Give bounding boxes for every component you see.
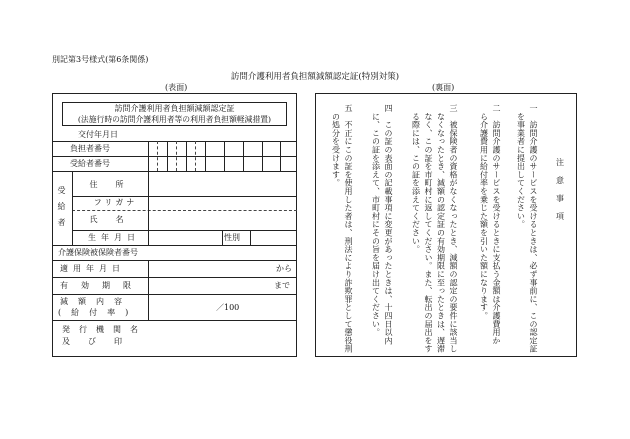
row-divider bbox=[52, 245, 297, 246]
number-cell-divider bbox=[262, 141, 263, 171]
note-item-1: 一 訪問介護のサービスを受けるときは、必ず事前に、この認定証 を事業者に提出してください。 bbox=[516, 104, 538, 353]
recipient-group-divider bbox=[72, 171, 73, 245]
label-column-divider bbox=[148, 260, 149, 320]
applicable-date-label: 適用年月日 bbox=[60, 264, 125, 273]
address-label: 住所 bbox=[89, 180, 142, 189]
row-divider bbox=[52, 320, 297, 321]
front-side-label: (表面) bbox=[165, 83, 188, 92]
recipient-number-label: 受給者番号 bbox=[70, 159, 110, 168]
number-cell-divider bbox=[243, 141, 244, 171]
row-divider bbox=[72, 230, 297, 231]
sex-label: 性別 bbox=[224, 233, 240, 242]
issuer-seal-label: 及び印 bbox=[62, 337, 140, 346]
number-cell-divider bbox=[186, 141, 187, 171]
cert-subtitle: (法施行時の訪問介護利用者等の利用者負担額軽減措置) bbox=[77, 115, 272, 124]
issue-date-label: 交付年月日 bbox=[78, 130, 118, 139]
number-cell-dashed bbox=[176, 141, 177, 171]
recipient-group-label: 受給者 bbox=[57, 186, 66, 234]
sex-divider bbox=[250, 230, 251, 245]
reduction-label: 減額内容 bbox=[60, 297, 132, 306]
row-divider bbox=[52, 294, 297, 295]
number-cell-dashed bbox=[157, 141, 158, 171]
back-side-label: (裏面) bbox=[432, 83, 455, 92]
insured-number-label: 介護保険被保険者番号 bbox=[58, 248, 138, 257]
number-cell-divider bbox=[224, 141, 225, 171]
row-divider bbox=[52, 156, 297, 157]
number-cell-divider bbox=[167, 141, 168, 171]
valid-until-suffix: まで bbox=[274, 281, 290, 290]
note-item-5: 五 不正にこの証を使用した者は、刑法により詐欺罪として懲役刑 の処分を受けます。 bbox=[331, 104, 353, 353]
row-divider bbox=[52, 260, 297, 261]
number-cell-divider bbox=[280, 141, 281, 171]
notes-heading: 注意事項 bbox=[555, 158, 565, 230]
document-title: 訪問介護利用者負担額減額認定証(特別対策) bbox=[230, 72, 400, 82]
note-item-3: 三 被保険者の資格がなくなったとき、減額の認定の要件に該当し なくなったとき、減額の認定証の有効期限に至ったときは、遅滞 なく、この証を市町村に返してください。また、転出の届出をす る際には、この証を添えてください。 bbox=[411, 104, 458, 353]
furigana-divider bbox=[72, 210, 297, 211]
number-cell-divider bbox=[205, 141, 206, 171]
sex-divider bbox=[222, 230, 223, 245]
valid-until-label: 有効期限 bbox=[60, 281, 144, 290]
birth-date-label: 生年月日 bbox=[88, 233, 140, 242]
reduction-value: ／100 bbox=[216, 303, 240, 312]
number-cell-dashed bbox=[195, 141, 196, 171]
name-label: 氏名 bbox=[89, 215, 142, 224]
note-item-4: 四 この証の表面の記載事項に変更があったときは、十四日以内 に、この証を添えて、市町村にその旨を届け出てください。 bbox=[371, 104, 393, 345]
row-divider bbox=[52, 141, 297, 142]
row-divider bbox=[52, 277, 297, 278]
label-column-divider bbox=[148, 141, 149, 245]
burden-number-label: 負担者番号 bbox=[70, 144, 110, 153]
row-divider bbox=[52, 171, 297, 172]
furigana-label: フリガナ bbox=[93, 198, 138, 207]
form-number: 別記第3号様式(第6条関係) bbox=[52, 55, 149, 64]
cert-title: 訪問介護利用者負担額減額認定証 bbox=[114, 104, 235, 113]
note-item-2: 二 訪問介護のサービスを受けるときに支払う金額は介護費用か ら介護費用に給付率を乗じた額を引いた額になります。 bbox=[479, 104, 501, 345]
applicable-from: から bbox=[276, 264, 292, 273]
reduction-rate-label: (給付率) bbox=[58, 308, 139, 317]
row-divider bbox=[72, 196, 297, 197]
issuer-label: 発行機関名 bbox=[62, 325, 147, 334]
